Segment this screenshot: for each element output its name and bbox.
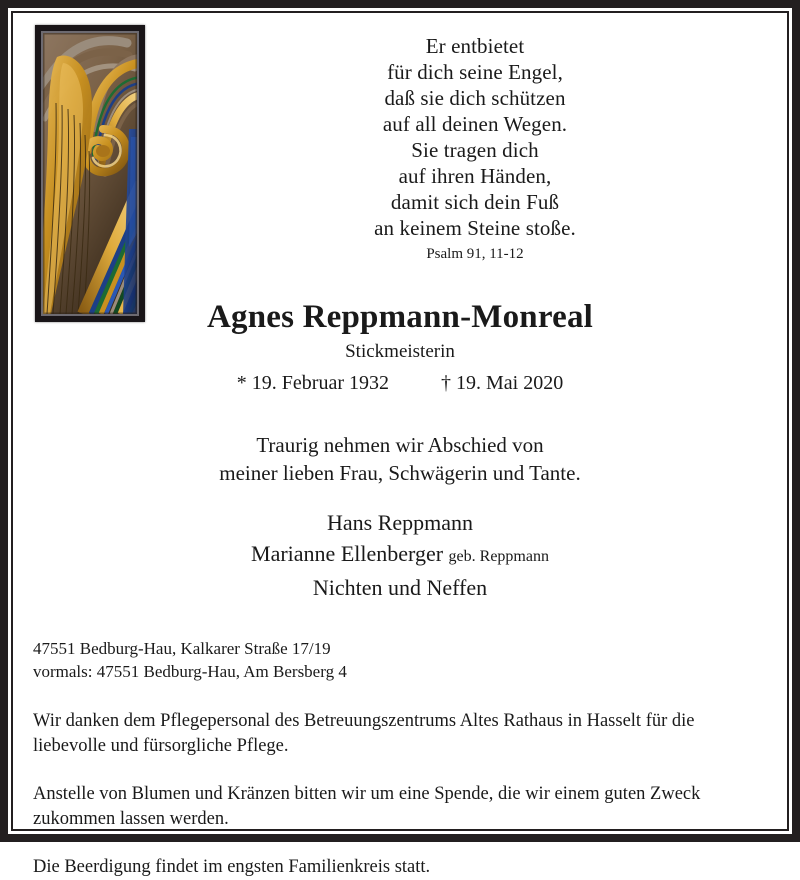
verse-line: Er entbietet bbox=[425, 34, 525, 58]
verse-line: auf all deinen Wegen. bbox=[382, 112, 568, 136]
mourner-name: Marianne Ellenberger bbox=[251, 541, 444, 566]
farewell-line: meiner lieben Frau, Schwägerin und Tante. bbox=[219, 461, 581, 485]
mourner-name: Nichten und Neffen bbox=[312, 575, 488, 600]
mourner-entry bbox=[13, 572, 787, 603]
embroidered-artwork-image bbox=[43, 33, 137, 314]
artwork-frame bbox=[35, 25, 145, 322]
verse-line: an keinem Steine stoße. bbox=[374, 216, 576, 240]
mourner-list bbox=[13, 507, 787, 603]
obituary-page bbox=[13, 13, 787, 877]
verse-source: Psalm 91, 11-12 bbox=[426, 246, 524, 262]
top-zone bbox=[13, 13, 787, 365]
verse-line: für dich seine Engel, bbox=[387, 60, 563, 84]
funeral-paragraph: Die Beerdigung findet im engsten Familienkreis statt. bbox=[33, 857, 431, 877]
deceased-name: Agnes Reppmann-Monreal bbox=[206, 299, 594, 335]
mourner-entry bbox=[13, 538, 787, 572]
closing-block bbox=[13, 709, 787, 880]
address-current: 47551 Bedburg-Hau, Kalkarer Straße 17/19 bbox=[33, 639, 331, 658]
artwork-mat bbox=[41, 31, 139, 316]
death-date: 19. Mai 2020 bbox=[455, 372, 564, 394]
life-dates bbox=[13, 369, 787, 397]
verse-line: damit sich dein Fuß bbox=[390, 190, 560, 214]
verse-block bbox=[183, 33, 767, 265]
address-block bbox=[13, 637, 787, 683]
death-symbol: † bbox=[440, 372, 451, 394]
donation-paragraph: Anstelle von Blumen und Kränzen bitten wir um eine Spende, die wir einem guten Zweck zukommen lassen werden. bbox=[33, 784, 701, 829]
verse-line: daß sie dich schützen bbox=[384, 86, 566, 110]
mourner-entry bbox=[13, 507, 787, 538]
obituary-inner-rule bbox=[11, 11, 789, 877]
farewell-line: Traurig nehmen wir Abschied von bbox=[256, 433, 544, 457]
mourner-name: Hans Reppmann bbox=[326, 510, 474, 535]
verse-line: Sie tragen dich bbox=[411, 138, 539, 162]
address-previous: vormals: 47551 Bedburg-Hau, Am Bersberg 4 bbox=[33, 662, 347, 681]
obituary-matte bbox=[8, 8, 792, 877]
profession: Stickmeisterin bbox=[345, 341, 455, 362]
mourning-block bbox=[13, 431, 787, 603]
verse-line: auf ihren Händen, bbox=[398, 164, 552, 188]
birth-date: 19. Februar 1932 bbox=[251, 372, 389, 394]
mourner-nee: geb. Reppmann bbox=[448, 548, 549, 565]
thanks-paragraph: Wir danken dem Pflegepersonal des Betreuungszentrums Altes Rathaus in Hasselt für die liebevolle und fürsorgliche Pflege. bbox=[33, 711, 695, 756]
birth-symbol: * bbox=[236, 372, 247, 394]
